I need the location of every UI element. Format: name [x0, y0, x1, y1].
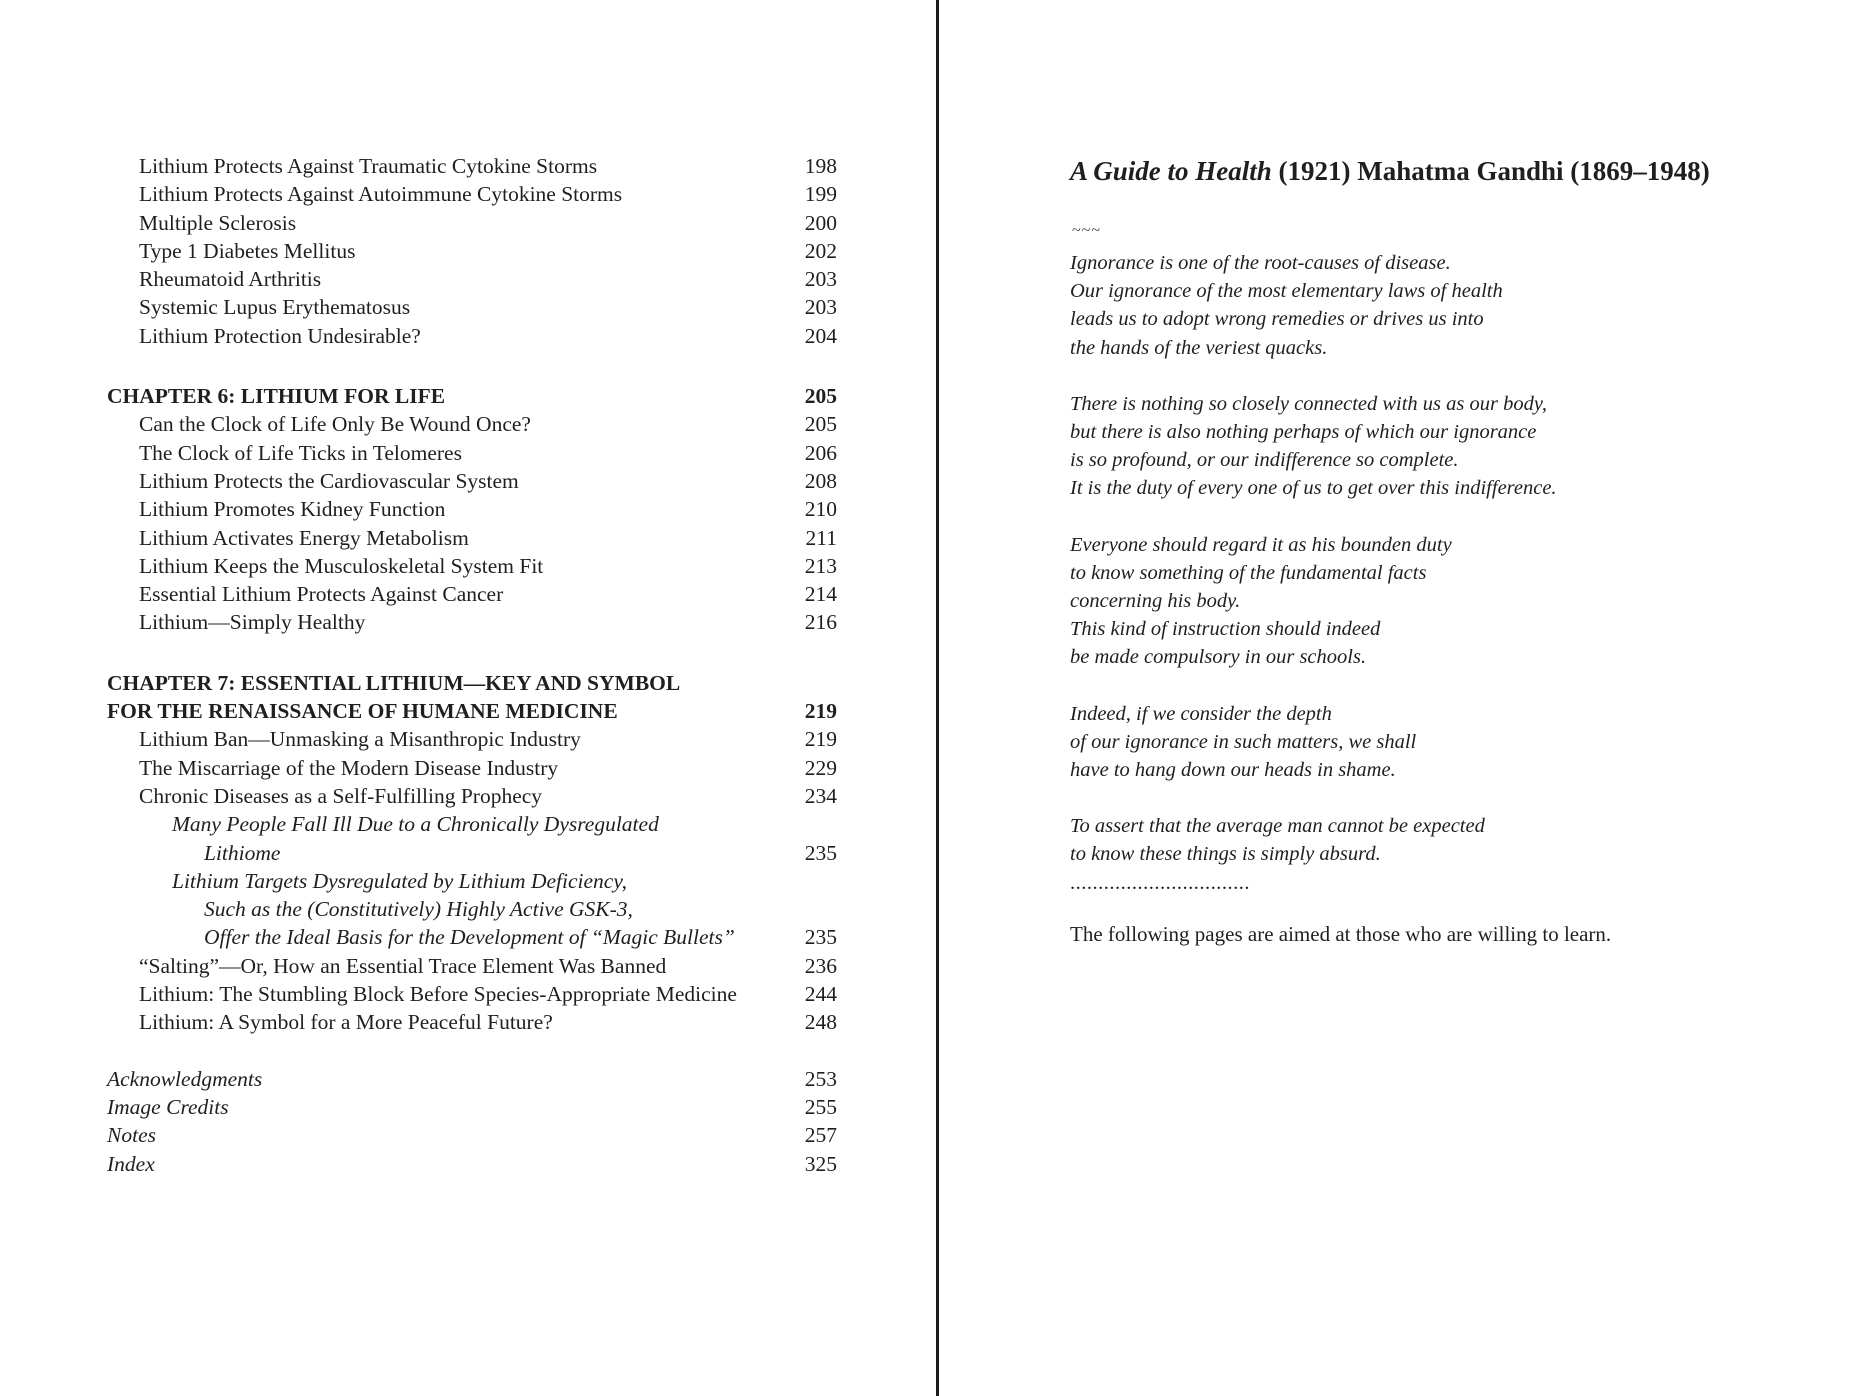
quote-line: to know these things is simply absurd.: [1070, 843, 1381, 866]
toc-entry-title: Lithium Protects Against Traumatic Cytokine Storms: [139, 154, 598, 178]
toc-entry[interactable]: [107, 1008, 837, 1036]
quote-line: to know something of the fundamental facts: [1070, 561, 1427, 584]
toc-page-number: 200: [804, 210, 837, 235]
toc-chapter-title: CHAPTER 6: LITHIUM FOR LIFE: [107, 384, 446, 409]
right-page: [940, 0, 1862, 1396]
toc-entry-title: Essential Lithium Protects Against Cancer: [139, 582, 504, 607]
epigraph-quote: [1070, 249, 1770, 897]
page-gutter-divider: [936, 0, 939, 1396]
toc-subentry-cont[interactable]: [107, 923, 837, 951]
quote-stanza: [1070, 700, 1770, 785]
toc-entry[interactable]: [107, 237, 837, 265]
toc-entry[interactable]: [107, 180, 837, 208]
toc-page-number: 236: [804, 953, 837, 978]
quote-stanza: [1070, 249, 1770, 362]
toc-subentry[interactable]: [107, 867, 837, 895]
toc-page-number: 203: [804, 295, 837, 320]
toc-page-number: 206: [804, 440, 837, 465]
toc-chapter-7-line1[interactable]: [107, 669, 837, 697]
toc-entry[interactable]: [107, 580, 837, 608]
epigraph-title: [1070, 156, 1710, 187]
toc-page-number: 229: [804, 755, 837, 780]
toc-chapter-title: CHAPTER 7: ESSENTIAL LITHIUM—KEY AND SYMBOL: [107, 670, 681, 695]
toc-page-number: 202: [804, 238, 837, 263]
toc-entry[interactable]: [107, 152, 837, 180]
toc-entry-title: Lithium Promotes Kidney Function: [139, 497, 446, 522]
table-of-contents: [107, 152, 837, 1178]
toc-entry-title: Lithium Protects Against Autoimmune Cytokine Storms: [139, 182, 623, 207]
toc-entry[interactable]: [107, 439, 837, 467]
toc-entry-title: Image Credits: [107, 1094, 229, 1119]
quote-line: To assert that the average man cannot be expected: [1070, 815, 1485, 838]
toc-page-number: 214: [804, 582, 837, 607]
toc-chapter-7-line2[interactable]: [107, 697, 837, 725]
quote-line: It is the duty of every one of us to get over this indifference.: [1070, 477, 1557, 500]
toc-entry-title: Lithium Protects the Cardiovascular System: [139, 468, 519, 493]
toc-entry-title: The Miscarriage of the Modern Disease Industry: [139, 755, 559, 780]
toc-entry-title: Lithium Targets Dysregulated by Lithium Deficiency,: [172, 868, 628, 893]
quote-line: There is nothing so closely connected with us as our body,: [1070, 392, 1547, 415]
toc-entry-title: Lithium Protection Undesirable?: [139, 323, 421, 348]
toc-page-number: 210: [804, 497, 837, 522]
toc-page-number: 219: [804, 699, 837, 724]
toc-entry-title: Chronic Diseases as a Self-Fulfilling Prophecy: [139, 783, 543, 808]
toc-entry-title: Notes: [107, 1123, 156, 1148]
toc-entry-title: Such as the (Constitutively) Highly Active GSK-3,: [204, 897, 633, 922]
quote-line: is so profound, or our indifference so complete.: [1070, 449, 1459, 472]
toc-entry-title: Multiple Sclerosis: [139, 210, 297, 235]
toc-entry[interactable]: [107, 410, 837, 438]
toc-back-matter-entry[interactable]: [107, 1093, 837, 1121]
toc-page-number: 211: [805, 525, 837, 550]
quote-line: Our ignorance of the most elementary laws of health: [1070, 280, 1503, 303]
toc-entry[interactable]: [107, 265, 837, 293]
toc-entry-title: Many People Fall Ill Due to a Chronically Dysregulated: [172, 812, 659, 837]
toc-page-number: 219: [804, 727, 837, 752]
toc-entry-title: Lithiome: [204, 840, 281, 865]
toc-subentry-cont[interactable]: [107, 895, 837, 923]
toc-chapter-6[interactable]: [107, 382, 837, 410]
toc-chapter-title: FOR THE RENAISSANCE OF HUMANE MEDICINE: [107, 699, 618, 724]
toc-entry-title: Lithium: A Symbol for a More Peaceful Future?: [139, 1010, 553, 1035]
toc-page-number: 235: [804, 840, 837, 865]
quote-line: but there is also nothing perhaps of which our ignorance: [1070, 421, 1537, 444]
toc-entry[interactable]: [107, 293, 837, 321]
toc-entry-title: Type 1 Diabetes Mellitus: [139, 238, 356, 263]
quote-line: Ignorance is one of the root-causes of disease.: [1070, 252, 1451, 274]
toc-entry-title: Offer the Ideal Basis for the Development of “Magic Bullets”: [204, 925, 735, 950]
toc-entry-title: Can the Clock of Life Only Be Wound Once?: [139, 412, 531, 437]
toc-page-number: 255: [804, 1094, 837, 1119]
toc-entry[interactable]: [107, 608, 837, 636]
quote-line: the hands of the veriest quacks.: [1070, 336, 1328, 359]
toc-entry[interactable]: [107, 952, 837, 980]
toc-entry[interactable]: [107, 495, 837, 523]
toc-page-number: 198: [804, 154, 837, 178]
toc-entry-title: Acknowledgments: [107, 1066, 263, 1091]
toc-entry-title: Lithium Keeps the Musculoskeletal System Fit: [139, 553, 544, 578]
toc-page-number: 203: [804, 267, 837, 292]
toc-page-number: 205: [804, 384, 837, 409]
toc-back-matter-entry[interactable]: [107, 1150, 837, 1178]
ornament-divider: ~~~: [1072, 222, 1101, 239]
quote-stanza: [1070, 812, 1770, 868]
closing-line: The following pages are aimed at those who are willing to learn.: [1070, 922, 1612, 946]
toc-back-matter-entry[interactable]: [107, 1065, 837, 1093]
toc-page-number: 244: [804, 982, 837, 1007]
toc-entry-title: Lithium Ban—Unmasking a Misanthropic Industry: [139, 727, 581, 752]
quote-line: Indeed, if we consider the depth: [1070, 702, 1332, 725]
toc-entry-title: Rheumatoid Arthritis: [139, 267, 322, 292]
toc-page-number: 253: [804, 1066, 837, 1091]
toc-entry[interactable]: [107, 524, 837, 552]
ellipsis-dots: ................................: [1070, 871, 1250, 894]
toc-subentry[interactable]: [107, 810, 837, 838]
toc-page-number: 257: [804, 1123, 837, 1148]
toc-page-number: 204: [804, 323, 837, 348]
quote-line: have to hang down our heads in shame.: [1070, 759, 1396, 782]
toc-subentry-cont[interactable]: [107, 839, 837, 867]
quote-line: This kind of instruction should indeed: [1070, 618, 1381, 641]
toc-entry-title: Lithium: The Stumbling Block Before Species-Appropriate Medicine: [139, 982, 737, 1007]
epigraph-author-info: (1921) Mahatma Gandhi (1869–1948): [1271, 156, 1710, 186]
toc-entry[interactable]: [107, 980, 837, 1008]
toc-back-matter-entry[interactable]: [107, 1121, 837, 1149]
toc-entry-title: “Salting”—Or, How an Essential Trace Element Was Banned: [139, 953, 667, 978]
quote-line: leads us to adopt wrong remedies or drives us into: [1070, 308, 1484, 331]
toc-page-number: 235: [804, 925, 837, 950]
toc-entry[interactable]: [107, 782, 837, 810]
toc-page-number: 199: [804, 182, 837, 207]
toc-entry-title: Index: [107, 1151, 155, 1176]
toc-entry-title: Systemic Lupus Erythematosus: [139, 295, 411, 320]
quote-line: be made compulsory in our schools.: [1070, 646, 1367, 669]
quote-line: of our ignorance in such matters, we shall: [1070, 730, 1417, 753]
epigraph-book-title: A Guide to Health: [1070, 156, 1272, 186]
quote-line: concerning his body.: [1070, 590, 1241, 613]
toc-entry-title: The Clock of Life Ticks in Telomeres: [139, 440, 462, 465]
toc-page-number: 213: [804, 553, 837, 578]
toc-entry[interactable]: [107, 552, 837, 580]
quote-line: Everyone should regard it as his bounden duty: [1070, 533, 1452, 556]
toc-page-number: 325: [804, 1151, 837, 1176]
toc-entry[interactable]: [107, 725, 837, 753]
toc-page-number: 216: [804, 610, 837, 635]
toc-entry[interactable]: [107, 754, 837, 782]
toc-entry[interactable]: [107, 322, 837, 350]
quote-stanza: [1070, 531, 1770, 672]
toc-page-number: 234: [804, 783, 837, 808]
toc-entry-title: Lithium Activates Energy Metabolism: [139, 525, 469, 550]
toc-page-number: 205: [804, 412, 837, 437]
quote-stanza: [1070, 390, 1770, 503]
toc-entry[interactable]: [107, 209, 837, 237]
toc-page-number: 208: [804, 468, 837, 493]
toc-entry-title: Lithium—Simply Healthy: [139, 610, 366, 635]
toc-page-number: 248: [804, 1010, 837, 1035]
toc-entry[interactable]: [107, 467, 837, 495]
